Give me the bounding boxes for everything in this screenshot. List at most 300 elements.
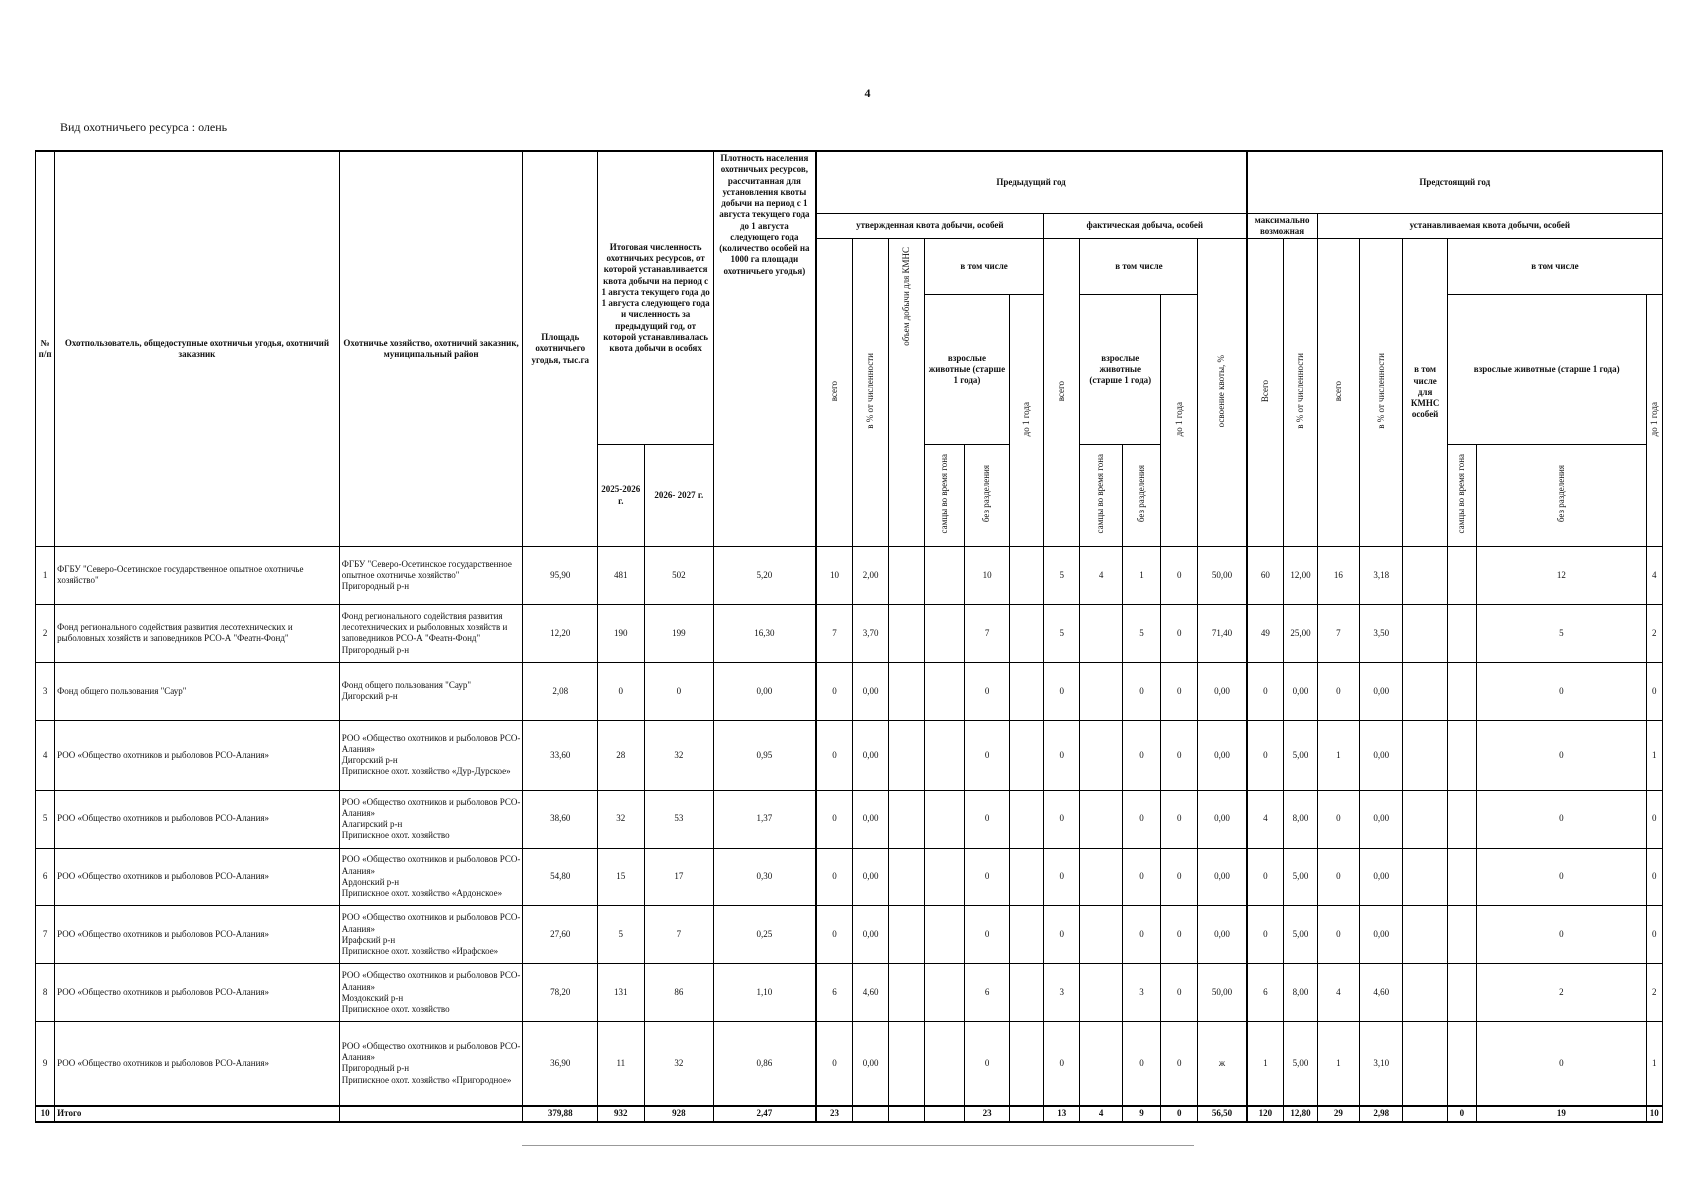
- cell-a-total: 3: [1044, 964, 1080, 1022]
- header-max-possible: максимально возможная: [1247, 213, 1318, 239]
- cell-area: 379,88: [523, 1106, 598, 1122]
- cell-dens: 5,20: [714, 547, 816, 605]
- cell-user: РОО «Общество охотников и рыболовов РСО-Алания»: [55, 790, 340, 848]
- header-max-total: Всего: [1247, 239, 1284, 547]
- cell-n-nodiv: 12: [1477, 547, 1647, 605]
- cell-m-pct: 25,00: [1284, 604, 1317, 662]
- cell-p2: 32: [644, 720, 714, 790]
- cell-user: РОО «Общество охотников и рыболовов РСО-Алания»: [55, 1022, 340, 1106]
- cell-n-young: 2: [1646, 964, 1662, 1022]
- cell-n-kmns: [1403, 547, 1447, 605]
- header-nq-young: до 1 года: [1646, 295, 1662, 547]
- cell-q-kmns: [888, 1106, 924, 1122]
- cell-n-pct: 0,00: [1360, 662, 1403, 720]
- cell-dens: 2,47: [714, 1106, 816, 1122]
- cell-a-nodiv: 0: [1122, 906, 1160, 964]
- header-a-adults: взрослые животные (старше 1 года): [1080, 295, 1161, 445]
- cell-a-nodiv: 1: [1122, 547, 1160, 605]
- cell-user: ФГБУ "Северо-Осетинское государственное опытное охотничье хозяйство": [55, 547, 340, 605]
- cell-n-young: 1: [1646, 1022, 1662, 1106]
- cell-n-males: 0: [1447, 1106, 1476, 1122]
- cell-n-pct: 3,18: [1360, 547, 1403, 605]
- cell-q-total: 0: [816, 662, 853, 720]
- cell-m-total: 1: [1247, 1022, 1284, 1106]
- cell-no: 4: [36, 720, 55, 790]
- header-pop-y2: 2026- 2027 г.: [644, 445, 714, 547]
- quota-table: [35, 150, 1663, 1123]
- cell-n-pct: 0,00: [1360, 790, 1403, 848]
- cell-a-males: [1080, 848, 1122, 906]
- table-row: [36, 848, 1663, 906]
- page-number: 4: [864, 86, 871, 100]
- header-max-pct: в % от численности: [1284, 239, 1317, 547]
- cell-no: 9: [36, 1022, 55, 1106]
- cell-m-pct: 5,00: [1284, 720, 1317, 790]
- cell-n-kmns: [1403, 720, 1447, 790]
- cell-p2: 17: [644, 848, 714, 906]
- cell-area: 12,20: [523, 604, 598, 662]
- table-row: [36, 720, 1663, 790]
- cell-q-males: [925, 1022, 965, 1106]
- cell-q-kmns: [888, 604, 924, 662]
- cell-a-males: [1080, 662, 1122, 720]
- header-prev-year: Предыдущий год: [816, 151, 1247, 213]
- cell-mastery: 56,50: [1198, 1106, 1247, 1122]
- cell-n-young: 2: [1646, 604, 1662, 662]
- cell-n-males: [1447, 604, 1476, 662]
- cell-q-kmns: [888, 964, 924, 1022]
- cell-user: Фонд общего пользования "Саур": [55, 662, 340, 720]
- cell-p2: 86: [644, 964, 714, 1022]
- header-nq-total: всего: [1317, 239, 1359, 547]
- cell-a-young: 0: [1161, 662, 1198, 720]
- cell-q-males: [925, 1106, 965, 1122]
- cell-n-males: [1447, 1022, 1476, 1106]
- cell-a-young: 0: [1161, 720, 1198, 790]
- cell-n-kmns: [1403, 848, 1447, 906]
- cell-farm: РОО «Общество охотников и рыболовов РСО-Алания» Моздокский р-н Припискное охот. хозяйство: [339, 964, 523, 1022]
- cell-n-kmns: [1403, 964, 1447, 1022]
- cell-n-kmns: [1403, 1022, 1447, 1106]
- header-density: Плотность населения охотничьих ресурсов, рассчитанная для установления квоты добычи на период с 1 августа текущего года до 1 августа следующего года (количество особей на 1000 га площади охотничьего угодья): [714, 151, 816, 547]
- cell-n-pct: 0,00: [1360, 848, 1403, 906]
- cell-n-kmns: [1403, 790, 1447, 848]
- cell-m-pct: 5,00: [1284, 848, 1317, 906]
- cell-n-young: 4: [1646, 547, 1662, 605]
- cell-no: 2: [36, 604, 55, 662]
- bottom-rule: [522, 1145, 1194, 1146]
- cell-area: 78,20: [523, 964, 598, 1022]
- cell-dens: 16,30: [714, 604, 816, 662]
- header-q-incl: в том числе: [925, 239, 1044, 295]
- cell-a-young: 0: [1161, 964, 1198, 1022]
- cell-q-males: [925, 720, 965, 790]
- header-nq-nodiv: без разделения: [1477, 445, 1647, 547]
- cell-n-pct: 3,10: [1360, 1022, 1403, 1106]
- header-no: № п/п: [36, 151, 55, 547]
- cell-a-total: 0: [1044, 720, 1080, 790]
- cell-q-total: 10: [816, 547, 853, 605]
- cell-n-nodiv: 2: [1477, 964, 1647, 1022]
- cell-p2: 0: [644, 662, 714, 720]
- cell-area: 2,08: [523, 662, 598, 720]
- cell-m-total: 49: [1247, 604, 1284, 662]
- cell-m-total: 0: [1247, 662, 1284, 720]
- cell-no: 3: [36, 662, 55, 720]
- header-a-males: самцы во время гона: [1080, 445, 1122, 547]
- header-nq-kmns: в том числе для КМНС особей: [1403, 239, 1447, 547]
- cell-q-kmns: [888, 906, 924, 964]
- cell-mastery: 71,40: [1198, 604, 1247, 662]
- header-prev-actual: фактическая добыча, особей: [1044, 213, 1247, 239]
- cell-user: РОО «Общество охотников и рыболовов РСО-Алания»: [55, 906, 340, 964]
- header-q-males: самцы во время гона: [925, 445, 965, 547]
- header-q-pct: в % от численности: [853, 239, 888, 547]
- cell-n-pct: 3,50: [1360, 604, 1403, 662]
- cell-area: 33,60: [523, 720, 598, 790]
- cell-farm: Фонд регионального содействия развития лесотехнических и рыболовных хозяйств и заповедников РСО-А "Феатн-Фонд" Пригородный р-н: [339, 604, 523, 662]
- cell-area: 54,80: [523, 848, 598, 906]
- cell-n-total: 0: [1317, 906, 1359, 964]
- cell-user: Итого: [55, 1106, 340, 1122]
- cell-n-kmns: [1403, 604, 1447, 662]
- cell-a-total: 0: [1044, 790, 1080, 848]
- cell-q-kmns: [888, 662, 924, 720]
- cell-n-young: 0: [1646, 662, 1662, 720]
- cell-q-total: 0: [816, 790, 853, 848]
- header-pop-total: Итоговая численность охотничьих ресурсов, от которой устанавливается квота добычи на период с 1 августа текущего года до 1 августа следующего года и численность за предыдущий год, от которой устанавливалась квота добычи в особях: [598, 151, 714, 445]
- cell-a-males: [1080, 906, 1122, 964]
- cell-farm: РОО «Общество охотников и рыболовов РСО-Алания» Пригородный р-н Припискное охот. хозяйство «Пригородное»: [339, 1022, 523, 1106]
- header-a-young: до 1 года: [1161, 295, 1198, 547]
- cell-p2: 53: [644, 790, 714, 848]
- cell-a-males: [1080, 604, 1122, 662]
- cell-n-males: [1447, 964, 1476, 1022]
- cell-q-nodiv: 0: [965, 848, 1009, 906]
- cell-q-pct: 0,00: [853, 790, 888, 848]
- cell-p1: 131: [598, 964, 644, 1022]
- cell-p2: 928: [644, 1106, 714, 1122]
- cell-m-pct: 8,00: [1284, 790, 1317, 848]
- cell-mastery: 0,00: [1198, 848, 1247, 906]
- cell-dens: 0,30: [714, 848, 816, 906]
- cell-q-nodiv: 6: [965, 964, 1009, 1022]
- cell-q-young: [1009, 1022, 1043, 1106]
- table-row: [36, 662, 1663, 720]
- cell-p2: 502: [644, 547, 714, 605]
- cell-n-males: [1447, 662, 1476, 720]
- header-a-total: всего: [1044, 239, 1080, 547]
- cell-a-total: 13: [1044, 1106, 1080, 1122]
- cell-a-young: 0: [1161, 790, 1198, 848]
- cell-a-young: 0: [1161, 848, 1198, 906]
- cell-no: 5: [36, 790, 55, 848]
- cell-a-young: 0: [1161, 1022, 1198, 1106]
- cell-q-nodiv: 0: [965, 906, 1009, 964]
- cell-a-total: 5: [1044, 547, 1080, 605]
- cell-no: 10: [36, 1106, 55, 1122]
- cell-dens: 0,95: [714, 720, 816, 790]
- cell-q-males: [925, 604, 965, 662]
- header-next-year: Предстоящий год: [1247, 151, 1663, 213]
- cell-q-pct: 0,00: [853, 720, 888, 790]
- cell-a-young: 0: [1161, 547, 1198, 605]
- cell-m-total: 0: [1247, 906, 1284, 964]
- cell-n-nodiv: 19: [1477, 1106, 1647, 1122]
- cell-n-young: 0: [1646, 906, 1662, 964]
- cell-n-kmns: [1403, 906, 1447, 964]
- cell-user: РОО «Общество охотников и рыболовов РСО-Алания»: [55, 848, 340, 906]
- cell-dens: 1,37: [714, 790, 816, 848]
- cell-n-total: 0: [1317, 848, 1359, 906]
- cell-m-pct: 0,00: [1284, 662, 1317, 720]
- cell-a-nodiv: 0: [1122, 720, 1160, 790]
- cell-q-pct: 0,00: [853, 1022, 888, 1106]
- cell-dens: 0,86: [714, 1022, 816, 1106]
- cell-user: РОО «Общество охотников и рыболовов РСО-Алания»: [55, 720, 340, 790]
- cell-farm: [339, 1106, 523, 1122]
- cell-q-total: 0: [816, 848, 853, 906]
- cell-q-males: [925, 964, 965, 1022]
- header-nq-males: самцы во время гона: [1447, 445, 1476, 547]
- table-row: [36, 790, 1663, 848]
- cell-n-total: 1: [1317, 720, 1359, 790]
- cell-n-males: [1447, 790, 1476, 848]
- cell-n-young: 10: [1646, 1106, 1662, 1122]
- cell-mastery: 50,00: [1198, 547, 1247, 605]
- cell-dens: 1,10: [714, 964, 816, 1022]
- table-row: [36, 906, 1663, 964]
- cell-m-pct: 5,00: [1284, 906, 1317, 964]
- cell-m-total: 60: [1247, 547, 1284, 605]
- cell-mastery: 50,00: [1198, 964, 1247, 1022]
- cell-p1: 11: [598, 1022, 644, 1106]
- cell-q-young: [1009, 1106, 1043, 1122]
- cell-q-kmns: [888, 1022, 924, 1106]
- cell-n-nodiv: 0: [1477, 720, 1647, 790]
- cell-a-males: 4: [1080, 1106, 1122, 1122]
- cell-m-pct: 12,80: [1284, 1106, 1317, 1122]
- cell-q-total: 0: [816, 720, 853, 790]
- cell-mastery: 0,00: [1198, 720, 1247, 790]
- cell-q-kmns: [888, 547, 924, 605]
- cell-q-young: [1009, 790, 1043, 848]
- cell-n-nodiv: 5: [1477, 604, 1647, 662]
- cell-q-kmns: [888, 790, 924, 848]
- cell-q-nodiv: 23: [965, 1106, 1009, 1122]
- cell-a-young: 0: [1161, 906, 1198, 964]
- cell-no: 8: [36, 964, 55, 1022]
- cell-p1: 28: [598, 720, 644, 790]
- cell-q-total: 7: [816, 604, 853, 662]
- cell-a-total: 0: [1044, 1022, 1080, 1106]
- cell-a-males: [1080, 790, 1122, 848]
- cell-q-nodiv: 0: [965, 1022, 1009, 1106]
- cell-p1: 932: [598, 1106, 644, 1122]
- cell-a-males: 4: [1080, 547, 1122, 605]
- cell-m-total: 6: [1247, 964, 1284, 1022]
- cell-dens: 0,00: [714, 662, 816, 720]
- cell-n-pct: 2,98: [1360, 1106, 1403, 1122]
- header-area: Площадь охотничьего угодья, тыс.га: [523, 151, 598, 547]
- cell-a-young: 0: [1161, 604, 1198, 662]
- cell-a-nodiv: 0: [1122, 790, 1160, 848]
- header-next-quota: устанавливаемая квота добычи, особей: [1317, 213, 1662, 239]
- cell-n-total: 4: [1317, 964, 1359, 1022]
- cell-q-nodiv: 10: [965, 547, 1009, 605]
- cell-n-nodiv: 0: [1477, 848, 1647, 906]
- cell-q-males: [925, 662, 965, 720]
- cell-mastery: 0,00: [1198, 662, 1247, 720]
- cell-p1: 5: [598, 906, 644, 964]
- cell-a-males: [1080, 1022, 1122, 1106]
- cell-q-pct: 0,00: [853, 662, 888, 720]
- cell-q-pct: [853, 1106, 888, 1122]
- header-q-young: до 1 года: [1009, 295, 1043, 547]
- cell-p1: 190: [598, 604, 644, 662]
- cell-n-total: 29: [1317, 1106, 1359, 1122]
- cell-q-young: [1009, 848, 1043, 906]
- cell-q-pct: 3,70: [853, 604, 888, 662]
- cell-m-pct: 12,00: [1284, 547, 1317, 605]
- cell-no: 1: [36, 547, 55, 605]
- cell-n-total: 7: [1317, 604, 1359, 662]
- cell-q-total: 23: [816, 1106, 853, 1122]
- cell-dens: 0,25: [714, 906, 816, 964]
- cell-n-total: 16: [1317, 547, 1359, 605]
- header-nq-pct: в % от численности: [1360, 239, 1403, 547]
- table-row: [36, 1022, 1663, 1106]
- header-user: Охотпользователь, общедоступные охотничьи угодья, охотничий заказник: [55, 151, 340, 547]
- cell-q-young: [1009, 547, 1043, 605]
- cell-q-pct: 2,00: [853, 547, 888, 605]
- header-farm: Охотничье хозяйство, охотничий заказник, муниципальный район: [339, 151, 523, 547]
- cell-n-total: 1: [1317, 1022, 1359, 1106]
- cell-m-total: 120: [1247, 1106, 1284, 1122]
- cell-a-nodiv: 5: [1122, 604, 1160, 662]
- cell-q-total: 0: [816, 1022, 853, 1106]
- cell-farm: РОО «Общество охотников и рыболовов РСО-Алания» Алагирский р-н Припискное охот. хозяйство: [339, 790, 523, 848]
- cell-area: 36,90: [523, 1022, 598, 1106]
- cell-q-total: 6: [816, 964, 853, 1022]
- cell-q-nodiv: 0: [965, 720, 1009, 790]
- cell-p1: 15: [598, 848, 644, 906]
- cell-p1: 0: [598, 662, 644, 720]
- cell-q-pct: 4,60: [853, 964, 888, 1022]
- cell-q-males: [925, 790, 965, 848]
- cell-q-nodiv: 7: [965, 604, 1009, 662]
- cell-mastery: 0,00: [1198, 790, 1247, 848]
- cell-n-kmns: [1403, 1106, 1447, 1122]
- cell-farm: РОО «Общество охотников и рыболовов РСО-Алания» Дигорский р-н Припискное охот. хозяйство «Дур-Дурское»: [339, 720, 523, 790]
- cell-q-pct: 0,00: [853, 906, 888, 964]
- cell-q-pct: 0,00: [853, 848, 888, 906]
- cell-n-pct: 4,60: [1360, 964, 1403, 1022]
- cell-n-males: [1447, 848, 1476, 906]
- cell-area: 38,60: [523, 790, 598, 848]
- header-nq-adults: взрослые животные (старше 1 года): [1447, 295, 1646, 445]
- cell-a-males: [1080, 964, 1122, 1022]
- cell-a-total: 0: [1044, 848, 1080, 906]
- cell-a-nodiv: 0: [1122, 848, 1160, 906]
- header-q-total: всего: [816, 239, 853, 547]
- cell-n-nodiv: 0: [1477, 790, 1647, 848]
- cell-n-total: 0: [1317, 790, 1359, 848]
- cell-q-young: [1009, 964, 1043, 1022]
- table-body: [36, 547, 1663, 1123]
- cell-farm: Фонд общего пользования "Саур" Дигорский р-н: [339, 662, 523, 720]
- cell-p2: 32: [644, 1022, 714, 1106]
- table-row: [36, 604, 1663, 662]
- cell-p2: 199: [644, 604, 714, 662]
- cell-n-young: 0: [1646, 848, 1662, 906]
- cell-p2: 7: [644, 906, 714, 964]
- cell-n-pct: 0,00: [1360, 906, 1403, 964]
- cell-q-nodiv: 0: [965, 790, 1009, 848]
- cell-a-total: 0: [1044, 906, 1080, 964]
- cell-q-males: [925, 848, 965, 906]
- cell-q-young: [1009, 604, 1043, 662]
- cell-area: 95,90: [523, 547, 598, 605]
- table-row: [36, 547, 1663, 605]
- cell-mastery: ж: [1198, 1022, 1247, 1106]
- cell-m-total: 4: [1247, 790, 1284, 848]
- cell-n-total: 0: [1317, 662, 1359, 720]
- cell-q-young: [1009, 662, 1043, 720]
- cell-n-young: 1: [1646, 720, 1662, 790]
- cell-a-males: [1080, 720, 1122, 790]
- cell-a-total: 0: [1044, 662, 1080, 720]
- cell-q-total: 0: [816, 906, 853, 964]
- cell-q-nodiv: 0: [965, 662, 1009, 720]
- cell-a-total: 5: [1044, 604, 1080, 662]
- cell-n-pct: 0,00: [1360, 720, 1403, 790]
- cell-q-young: [1009, 906, 1043, 964]
- header-q-adults: взрослые животные (старше 1 года): [925, 295, 1010, 445]
- cell-q-males: [925, 906, 965, 964]
- cell-n-kmns: [1403, 662, 1447, 720]
- cell-a-young: 0: [1161, 1106, 1198, 1122]
- cell-m-total: 0: [1247, 720, 1284, 790]
- header-prev-quota: утвержденная квота добычи, особей: [816, 213, 1044, 239]
- cell-n-males: [1447, 906, 1476, 964]
- header-a-nodiv: без разделения: [1122, 445, 1160, 547]
- cell-user: РОО «Общество охотников и рыболовов РСО-Алания»: [55, 964, 340, 1022]
- cell-a-nodiv: 9: [1122, 1106, 1160, 1122]
- cell-n-males: [1447, 720, 1476, 790]
- cell-farm: РОО «Общество охотников и рыболовов РСО-Алания» Ирафский р-н Припискное охот. хозяйство «Ирафское»: [339, 906, 523, 964]
- cell-n-nodiv: 0: [1477, 1022, 1647, 1106]
- cell-area: 27,60: [523, 906, 598, 964]
- cell-q-kmns: [888, 848, 924, 906]
- cell-no: 7: [36, 906, 55, 964]
- header-pop-y1: 2025-2026 г.: [598, 445, 644, 547]
- cell-n-nodiv: 0: [1477, 662, 1647, 720]
- table-row: [36, 964, 1663, 1022]
- cell-mastery: 0,00: [1198, 906, 1247, 964]
- total-row: [36, 1106, 1663, 1122]
- cell-farm: ФГБУ "Северо-Осетинское государственное опытное охотничье хозяйство" Пригородный р-н: [339, 547, 523, 605]
- cell-no: 6: [36, 848, 55, 906]
- cell-farm: РОО «Общество охотников и рыболовов РСО-Алания» Ардонский р-н Припискное охот. хозяйство «Ардонское»: [339, 848, 523, 906]
- resource-label: Вид охотничьего ресурса : олень: [60, 120, 228, 134]
- cell-p1: 481: [598, 547, 644, 605]
- header-mastery: освоение квоты, %: [1198, 239, 1247, 547]
- cell-q-young: [1009, 720, 1043, 790]
- cell-a-nodiv: 3: [1122, 964, 1160, 1022]
- cell-a-nodiv: 0: [1122, 1022, 1160, 1106]
- cell-m-pct: 8,00: [1284, 964, 1317, 1022]
